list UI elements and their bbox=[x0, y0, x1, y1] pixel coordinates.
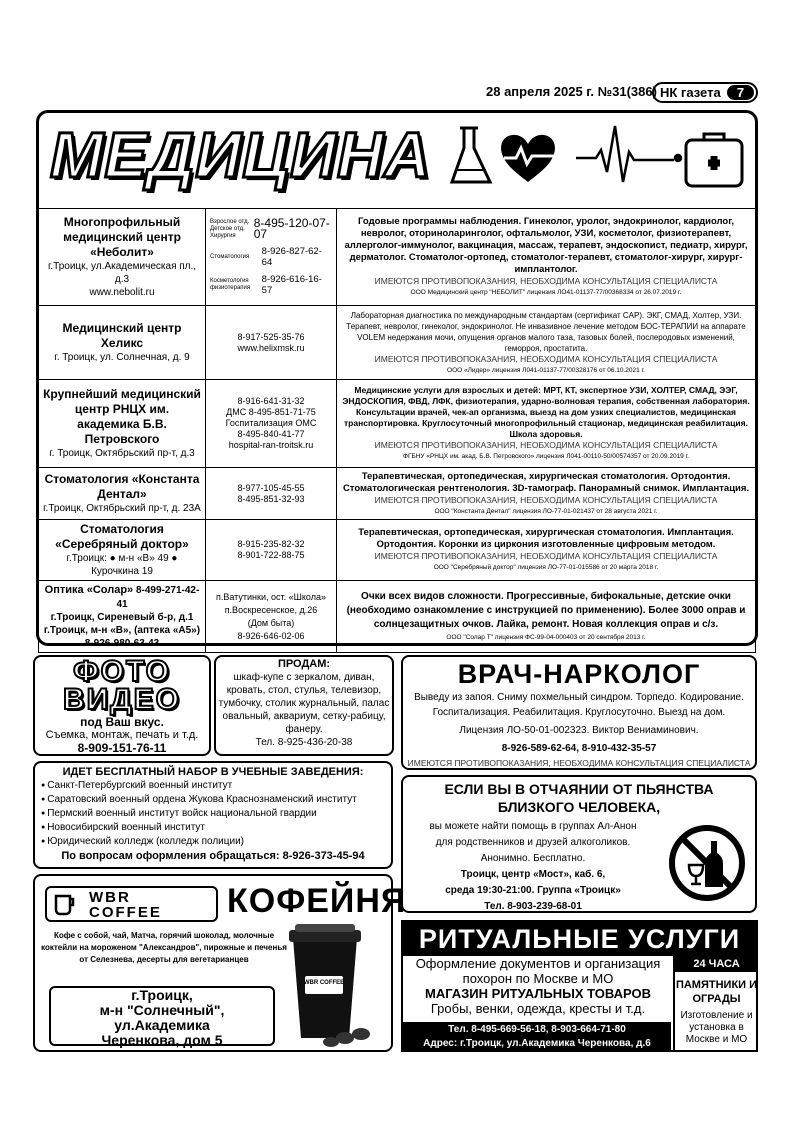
clinic-cell bbox=[39, 380, 206, 468]
contact-line: www.helixmsk.ru bbox=[237, 342, 305, 353]
clinic-address: г.Троицк, ул.Академическая пл., д.3 bbox=[47, 261, 197, 285]
funeral-install: Изготовление и установка в Москве и МО bbox=[680, 1010, 753, 1045]
contact-line: 8-901-722-88-75 bbox=[237, 550, 305, 560]
contact-cell bbox=[206, 380, 337, 468]
newspaper-badge bbox=[652, 82, 758, 103]
for-sale-title: ПРОДАМ: bbox=[277, 658, 331, 670]
flask-icon bbox=[452, 128, 490, 182]
contact-line: ДМС 8-495-851-71-75 bbox=[226, 407, 316, 417]
phone-number: 8-926-827-62-64 bbox=[261, 246, 322, 268]
list-item: ● Саратовский военный ордена Жукова Краснознаменский институт bbox=[41, 793, 385, 807]
clinic-cell bbox=[39, 468, 206, 520]
for-sale-phone: Тел. 8-925-436-20-38 bbox=[255, 737, 353, 748]
newspaper-name: НК газета bbox=[660, 85, 721, 100]
clinic-phone: 8-926-980-63-43 bbox=[84, 638, 160, 649]
license-text: ООО «Лидер» лицензия Л041-01137-77/00328176 от 06.10.2021 г. bbox=[447, 366, 645, 374]
page-number: 7 bbox=[727, 85, 754, 100]
phone-label: Косметология физиотерапия bbox=[210, 278, 251, 291]
list-item: ● Пермский военный институт войск национальной гвардии bbox=[41, 807, 385, 821]
table-row bbox=[39, 520, 756, 581]
al-anon-phone: Тел. 8-903-239-68-01 bbox=[484, 901, 582, 912]
enrollment-contact: По вопросам оформления обращаться: 8-926-373-45-94 bbox=[61, 850, 365, 862]
table-row bbox=[39, 468, 756, 520]
clinic-address: г.Троицк, м-н «В», (аптека «А5») bbox=[43, 625, 201, 636]
contact-line: 8-977-105-45-55 bbox=[237, 482, 305, 493]
contact-line: 8-916-641-31-32 bbox=[237, 396, 305, 406]
clinic-address: г. Троицк, ул. Солнечная, д. 9 bbox=[54, 352, 190, 363]
clinic-cell bbox=[39, 209, 206, 306]
services-cell bbox=[337, 306, 756, 380]
license-text: ФГБНУ «РНЦХ им. акад. Б.В. Петровского» лицензия Л041-00110-50/00574357 от 20.09.2019 г. bbox=[403, 453, 689, 460]
services-cell bbox=[337, 209, 756, 306]
license-text: ООО "Константа Дентал" лицензия ЛО-77-01-021437 от 28 августа 2021 г. bbox=[434, 507, 658, 515]
issue-date: 28 апреля 2025 г. №31(386) bbox=[486, 84, 657, 99]
list-item: ● Санкт-Петербургский военный институт bbox=[41, 779, 385, 793]
license-text: ООО "Солар Т" лицензия ФС-99-04-000403 от 20 сентября 2013 г. bbox=[446, 634, 646, 641]
coffee-cup-icon bbox=[53, 893, 77, 917]
funeral-contacts bbox=[403, 1022, 671, 1052]
for-sale-ad bbox=[214, 655, 394, 756]
al-anon-line: вы можете найти помощь в группах Ал-Анон bbox=[429, 821, 637, 832]
address-line: м-н "Солнечный", bbox=[99, 1002, 225, 1018]
warning-text: ИМЕЮТСЯ ПРОТИВОПОКАЗАНИЯ, НЕОБХОДИМА КОНСУЛЬТАЦИЯ СПЕЦИАЛИСТА bbox=[374, 440, 718, 450]
list-item: ● Юридический колледж (колледж полиции) bbox=[41, 835, 385, 849]
narcologist-title: ВРАЧ-НАРКОЛОГ bbox=[457, 659, 701, 689]
address-line: ул.Академика bbox=[114, 1017, 210, 1033]
warning-text: ИМЕЮТСЯ ПРОТИВОПОКАЗАНИЯ, НЕОБХОДИМА КОНСУЛЬТАЦИЯ СПЕЦИАЛИСТА bbox=[374, 551, 718, 561]
narcologist-phones: 8-926-589-62-64, 8-910-432-35-57 bbox=[501, 743, 657, 754]
heartbeat-line-icon bbox=[576, 126, 681, 182]
clinic-address: г. Троицк, Октябрьский пр-т, д.3 bbox=[49, 448, 195, 459]
contact-line: (Дом быта) bbox=[247, 617, 295, 628]
funeral-phones: Тел. 8-495-669-56-18, 8-903-664-71-80 bbox=[448, 1024, 626, 1035]
services-text: Медицинские услуги для взрослых и детей: МРТ, КТ, экспертное УЗИ, ХОЛТЕР, СМАД, ЭЭГ, ЭНДОСКОПИЯ, ФВД, ЛФК, физиотерапия, ударно-волновая терапия, собственная лаборатория. Консультации врачей, чек-ап организма, выезд на дом узких специалистов, медицинская транспортировка. Круглосуточный многопрофильный стационар, медицинская реабилитация. Школа здоровья. bbox=[342, 385, 750, 439]
institute-list bbox=[41, 779, 385, 849]
services-cell bbox=[337, 380, 756, 468]
clinic-cell bbox=[39, 520, 206, 581]
funeral-services-ad bbox=[401, 920, 758, 1052]
table-row bbox=[39, 581, 756, 653]
photo-services: Съемка, монтаж, печать и т.д. bbox=[45, 729, 199, 741]
contact-line: hospital-ran-troitsk.ru bbox=[228, 440, 314, 450]
license-text: ООО Медицинский центр "НЕБОЛИТ" лицензия ЛО41-01137-77/00368334 от 26.07.2019 г. bbox=[410, 289, 682, 296]
al-anon-line: Троицк, центр «Мост», каб. 6, bbox=[460, 869, 606, 880]
services-cell bbox=[337, 468, 756, 520]
clinic-site: www.nebolit.ru bbox=[89, 287, 155, 298]
funeral-monuments: ПАМЯТНИКИ И ОГРАДЫ bbox=[675, 979, 758, 1005]
photo-video-ad bbox=[33, 655, 211, 756]
narcologist-ad bbox=[401, 655, 757, 770]
coffee-takeaway-cup-icon bbox=[275, 920, 385, 1050]
services-text: Лабораторная диагностика по международным стандартам (сертификат CAP). ЭКГ, СМАД, Холтер, УЗИ. Терапевт, невролог, гинеколог, эндокринолог. Не инвазивное лечение методом БОС-ТЕРАПИИ на аппарате VOLEM недержания мочи, опущения органов малого таза, тазовых болей, послеродовых изменений, геморроя, простатита. bbox=[346, 310, 746, 353]
medicine-table bbox=[38, 208, 756, 653]
clinic-cell bbox=[39, 581, 206, 653]
warning-text: ИМЕЮТСЯ ПРОТИВОПОКАЗАНИЯ, НЕОБХОДИМА КОНСУЛЬТАЦИЯ СПЕЦИАЛИСТА bbox=[407, 758, 751, 768]
coffee-address bbox=[49, 986, 275, 1046]
heart-icon bbox=[501, 135, 555, 182]
clinic-phone: 8-499-271-42-41 bbox=[116, 585, 200, 610]
photo-tagline: под Ваш вкус. bbox=[80, 715, 164, 729]
clinic-name: Многопрофильный медицинский центр «Неболит» bbox=[63, 215, 181, 259]
cup-logo-text: WBR COFFEE bbox=[303, 980, 345, 986]
contact-line: 8-926-646-02-06 bbox=[237, 630, 305, 641]
phone-label: Взрослое отд. Детское отд. Хирургия bbox=[210, 218, 250, 239]
al-anon-line: среда 19:30-21:00. Группа «Троицк» bbox=[445, 885, 621, 896]
coffee-logo bbox=[45, 886, 218, 922]
al-anon-subheading: БЛИЗКОГО ЧЕЛОВЕКА, bbox=[497, 799, 661, 815]
funeral-line: Оформление документов и организация bbox=[415, 956, 661, 971]
narcologist-line: Выведу из запоя. Сниму похмельный синдром. Торпедо. Кодирование. bbox=[414, 692, 744, 703]
funeral-shop: МАГАЗИН РИТУАЛЬНЫХ ТОВАРОВ bbox=[425, 986, 651, 1001]
clinic-address: г.Троицк, Октябрьский пр-т, д. 23А bbox=[43, 503, 201, 514]
narcologist-line: Госпитализация. Реабилитация. Круглосуточно. Выезд на дом. bbox=[432, 707, 726, 718]
funeral-address: Адрес: г.Троицк, ул.Академика Черенкова, д.6 bbox=[423, 1038, 651, 1049]
al-anon-body bbox=[403, 819, 663, 915]
enrollment-ad bbox=[33, 761, 393, 869]
warning-text: ИМЕЮТСЯ ПРОТИВОПОКАЗАНИЯ, НЕОБХОДИМА КОНСУЛЬТАЦИЯ СПЕЦИАЛИСТА bbox=[374, 276, 718, 286]
clinic-address: г.Троицк: ● м-н «В» 49 ● Курочкина 19 bbox=[66, 553, 178, 577]
clinic-name: Медицинский центр Хеликс bbox=[62, 321, 182, 350]
photo-phone: 8-909-151-76-11 bbox=[77, 741, 167, 755]
contact-cell bbox=[206, 209, 337, 306]
photo-heading: ФОТО bbox=[73, 655, 171, 688]
contact-line: 8-917-525-35-76 bbox=[237, 331, 305, 342]
al-anon-ad bbox=[401, 775, 757, 913]
al-anon-line: для родственников и друзей алкоголиков. bbox=[435, 837, 631, 848]
services-text: Годовые программы наблюдения. Гинеколог, уролог, эндокринолог, кардиолог, невролог, оториноларинголог, офтальмолог, УЗИ, косметолог, физиотерапевт, аллерголог-иммунолог, вакцинация, массаж, терапевт, эндоскопист, педиатр, хирург, дерматолог. Стоматолог-ортопед, стоматолог-терапевт, стоматолог-хирург, хирург-имплантолог. bbox=[344, 216, 748, 275]
services-cell bbox=[337, 520, 756, 581]
for-sale-items: шкаф-купе с зеркалом, диван, кровать, стол, стулья, телевизор, тумбочку, столик журнальный, палас овальный, аквариум, сетку-рабицу, фанеру. bbox=[218, 672, 390, 735]
contact-line: 8-915-235-82-32 bbox=[237, 539, 305, 549]
funeral-title: РИТУАЛЬНЫЕ УСЛУГИ bbox=[403, 922, 756, 956]
narcologist-license: Лицензия ЛО-50-01-002323. Виктор Вениаминович. bbox=[459, 725, 699, 736]
coffee-title: КОФЕЙНЯ bbox=[227, 882, 407, 920]
clinic-name: Стоматология «Серебряный доктор» bbox=[55, 522, 189, 551]
clinic-name: Оптика «Солар» bbox=[44, 584, 134, 596]
table-row bbox=[39, 306, 756, 380]
funeral-side bbox=[673, 956, 758, 1052]
contact-cell bbox=[206, 581, 337, 653]
medicine-title: МЕДИЦИНА bbox=[50, 119, 432, 191]
enrollment-title: ИДЕТ БЕСПЛАТНЫЙ НАБОР В УЧЕБНЫЕ ЗАВЕДЕНИЯ: bbox=[62, 766, 364, 778]
warning-text: ИМЕЮТСЯ ПРОТИВОПОКАЗАНИЯ, НЕОБХОДИМА КОНСУЛЬТАЦИЯ СПЕЦИАЛИСТА bbox=[374, 494, 718, 505]
contact-line: 8-495-840-41-77 bbox=[237, 429, 305, 439]
phone-label: Стоматология bbox=[210, 253, 250, 260]
table-row bbox=[39, 209, 756, 306]
phone-number: 8-495-120-07-07 bbox=[253, 216, 330, 241]
contact-line: Госпитализация ОМС bbox=[225, 418, 317, 428]
funeral-main bbox=[405, 956, 671, 1016]
address-line: г.Троицк, bbox=[131, 987, 193, 1003]
no-alcohol-icon bbox=[667, 823, 747, 903]
clinic-name: Крупнейший медицинский центр РНЦХ им. академика Б.В. Петровского bbox=[43, 387, 201, 446]
coffee-shop-ad bbox=[33, 874, 407, 1052]
clinic-name: Стоматология «Константа Дентал» bbox=[44, 472, 200, 501]
coffee-logo-text: WBR COFFEE bbox=[89, 889, 162, 921]
video-heading: ВИДЕО bbox=[63, 683, 181, 716]
funeral-goods: Гробы, венки, одежда, кресты и т.д. bbox=[430, 1001, 646, 1016]
services-text: Очки всех видов сложности. Прогрессивные, бифокальные, детские очки (необходимо ознакомление с инструкцией по применению). Более 3000 оправ и солнцезащитных очков. Лайка, ремонт. Новая коллекция оправ и с/з. bbox=[346, 591, 746, 630]
first-aid-kit-icon bbox=[686, 134, 742, 186]
phone-number: 8-926-616-16-57 bbox=[261, 274, 322, 296]
contact-cell bbox=[206, 520, 337, 581]
warning-text: ИМЕЮТСЯ ПРОТИВОПОКАЗАНИЯ, НЕОБХОДИМА КОНСУЛЬТАЦИЯ СПЕЦИАЛИСТА bbox=[374, 353, 718, 364]
al-anon-heading: ЕСЛИ ВЫ В ОТЧАЯНИИ ОТ ПЬЯНСТВА bbox=[444, 781, 714, 797]
list-item: ● Новосибирский военный институт bbox=[41, 821, 385, 835]
table-row bbox=[39, 380, 756, 468]
services-cell bbox=[337, 581, 756, 653]
funeral-line: похорон по Москве и МО bbox=[462, 971, 614, 986]
contact-cell bbox=[206, 306, 337, 380]
contact-cell bbox=[206, 468, 337, 520]
contact-line: п.Ватутинки, ост. «Школа» bbox=[216, 591, 326, 602]
license-text: ООО "Серебряный доктор" лицензия ЛО-77-01-015586 от 20 марта 2018 г. bbox=[433, 564, 659, 571]
coffee-description: Кофе с собой, чай, Матча, горячий шоколад, молочные коктейли на мороженом "Александров", пирожные и печенья от Селезнева, десерты для вегетарианцев bbox=[41, 931, 287, 964]
address-line: Черенкова, дом 5 bbox=[101, 1032, 223, 1048]
medicine-icons bbox=[448, 122, 748, 194]
contact-line: 8-495-851-32-93 bbox=[237, 493, 305, 504]
services-text: Терапевтическая, ортопедическая, хирургическая стоматология. Имплантация. Ортодонтия. Коронки из циркония изготовленные цифровым методом. bbox=[358, 527, 734, 550]
clinic-cell bbox=[39, 306, 206, 380]
al-anon-line: Анонимно. Бесплатно. bbox=[480, 853, 586, 864]
contact-line: п.Воскресенское, д.26 bbox=[224, 604, 318, 615]
clinic-address: г.Троицк, Сиреневый б-р, д.1 bbox=[50, 612, 194, 623]
funeral-hours: 24 ЧАСА bbox=[675, 956, 758, 972]
services-text: Терапевтическая, ортопедическая, хирургическая стоматология. Ортодонтия. Стоматологическая рентгенология. 3D-тамограф. Панорамный снимок. Имплантация. bbox=[342, 470, 750, 494]
